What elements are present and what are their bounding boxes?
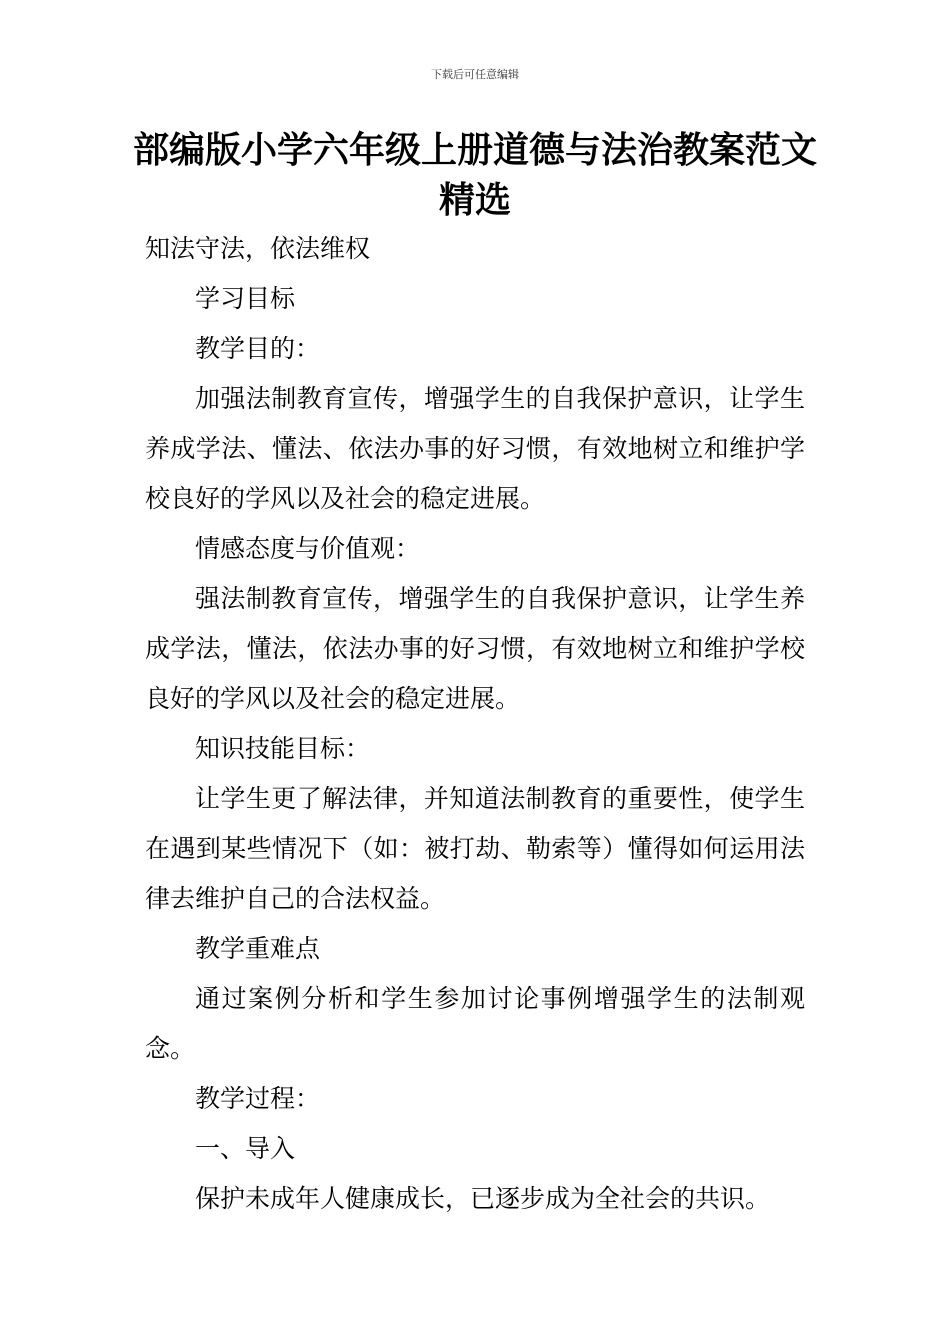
paragraph: 学习目标 (195, 284, 296, 313)
paragraph: 强法制教育宣传，增强学生的自我保护意识，让学生养成学法，懂法，依法办事的好习惯，有效地树立和维护学校良好的学风以及社会的稳定进展。 (145, 584, 805, 713)
paragraph: 教学过程： (195, 1084, 321, 1113)
paragraph: 通过案例分析和学生参加讨论事例增强学生的法制观念。 (145, 984, 805, 1063)
document-body (145, 224, 805, 1224)
paragraph: 让学生更了解法律，并知道法制教育的重要性，使学生在遇到某些情况下（如：被打劫、勒索等）懂得如何运用法律去维护自己的合法权益。 (145, 784, 805, 913)
paragraph: 保护未成年人健康成长，已逐步成为全社会的共识。 (195, 1184, 771, 1213)
page-header-note: 下载后可任意编辑 (431, 68, 519, 81)
paragraph: 知识技能目标： (195, 734, 371, 763)
paragraph: 一、导入 (195, 1134, 296, 1163)
paragraph: 情感态度与价值观： (195, 534, 421, 563)
document-title: 部编版小学六年级上册道德与法治教案范文精选 (132, 130, 817, 221)
paragraph: 教学重难点 (195, 934, 321, 963)
paragraph: 教学目的： (195, 334, 321, 363)
paragraph: 加强法制教育宣传，增强学生的自我保护意识，让学生养成学法、懂法、依法办事的好习惯，有效地树立和维护学校良好的学风以及社会的稳定进展。 (145, 384, 805, 513)
section-heading: 知法守法，依法维权 (145, 234, 371, 263)
